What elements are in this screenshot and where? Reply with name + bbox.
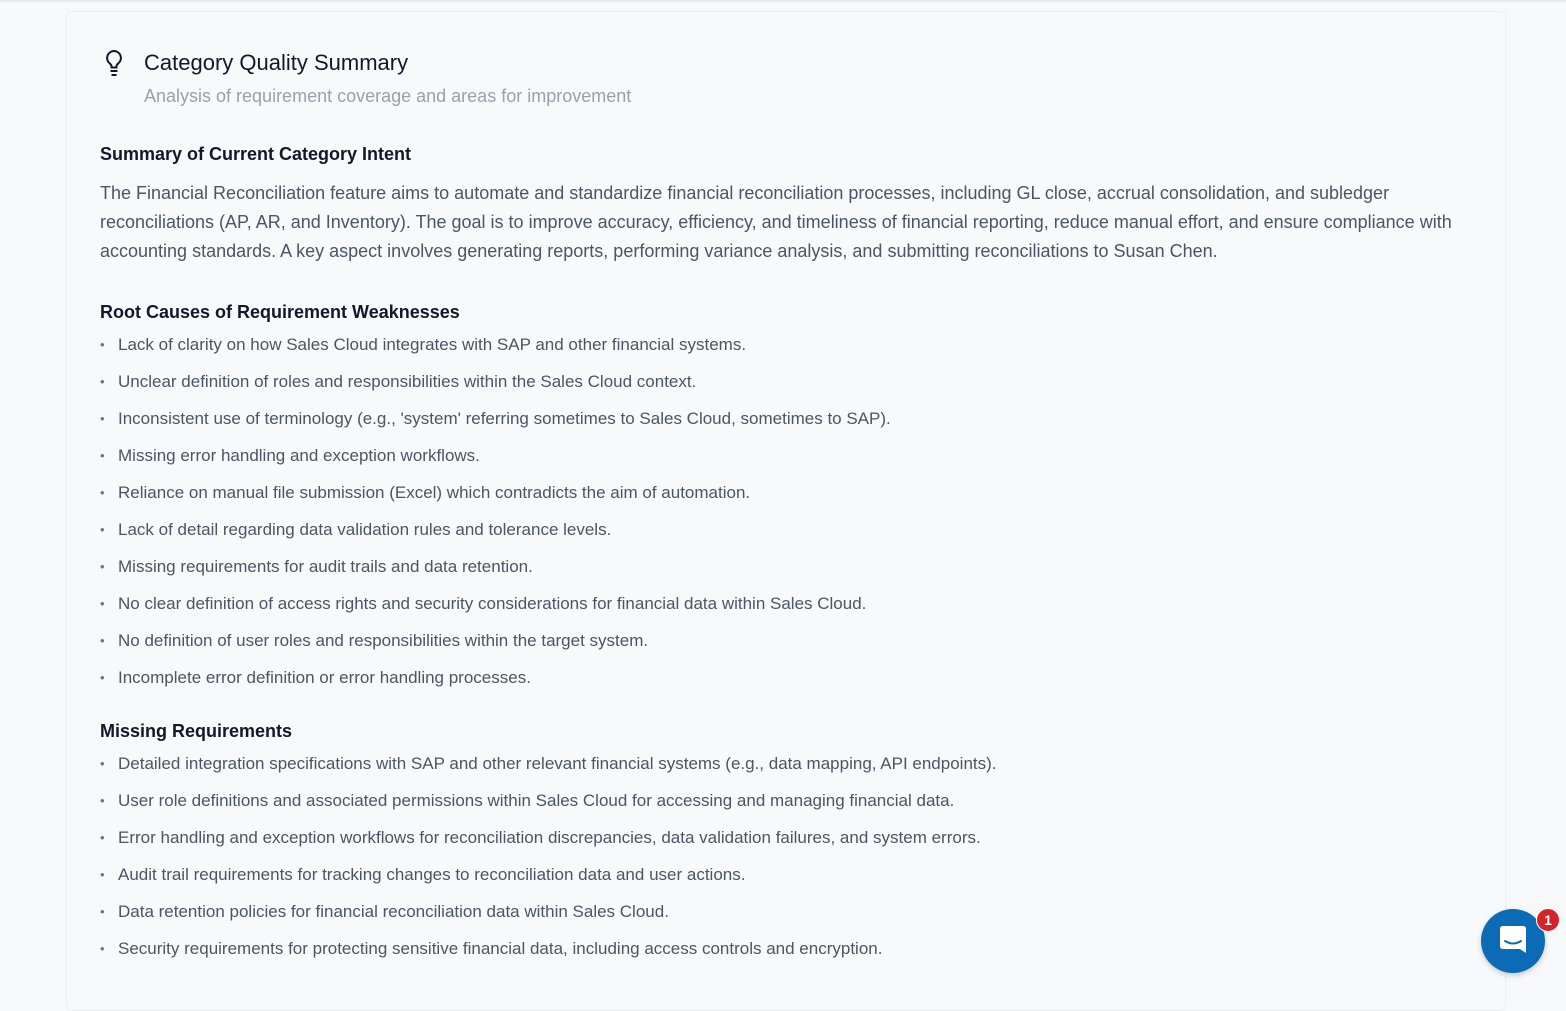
category-quality-summary-card bbox=[66, 11, 1506, 1011]
list-item: • Error handling and exception workflows for reconciliation discrepancies, data validation failures, and system errors. bbox=[100, 828, 1480, 848]
section-heading: Missing Requirements bbox=[100, 721, 293, 741]
list-item: • No clear definition of access rights and security considerations for financial data within Sales Cloud. bbox=[100, 594, 1480, 614]
page-title: Category Quality Summary bbox=[144, 50, 409, 75]
root-causes-section bbox=[100, 302, 1480, 688]
list-item: • Missing requirements for audit trails and data retention. bbox=[100, 557, 1480, 577]
list-item: • Inconsistent use of terminology (e.g., 'system' referring sometimes to Sales Cloud, sometimes to SAP). bbox=[100, 409, 1480, 429]
list-item: • Detailed integration specifications with SAP and other relevant financial systems (e.g., data mapping, API endpoints). bbox=[100, 754, 1480, 774]
section-heading: Summary of Current Category Intent bbox=[100, 144, 412, 164]
list-item: • Missing error handling and exception workflows. bbox=[100, 446, 1480, 466]
list-item: • Data retention policies for financial reconciliation data within Sales Cloud. bbox=[100, 902, 1480, 922]
list-item: • Security requirements for protecting sensitive financial data, including access controls and encryption. bbox=[100, 939, 1480, 959]
missing-requirements-list bbox=[100, 754, 1480, 959]
notification-badge: 1 bbox=[1536, 908, 1560, 932]
list-item: • Lack of detail regarding data validation rules and tolerance levels. bbox=[100, 520, 1480, 540]
intent-paragraph: The Financial Reconciliation feature aims to automate and standardize financial reconciliation processes, including GL close, accrual consolidation, and subledger reconciliations (AP, AR, and Inventory). The goal is to improve accuracy, efficiency, and timeliness of financial reporting, reduce manual effort, and ensure compliance with accounting standards. A key aspect involves generating reports, performing variance analysis, and submitting reconciliations to Susan Chen. bbox=[100, 183, 1452, 261]
root-causes-list bbox=[100, 335, 1480, 688]
list-item: • Reliance on manual file submission (Excel) which contradicts the aim of automation. bbox=[100, 483, 1480, 503]
page-subtitle: Analysis of requirement coverage and areas for improvement bbox=[144, 86, 632, 106]
list-item: • Audit trail requirements for tracking changes to reconciliation data and user actions. bbox=[100, 865, 1480, 885]
list-item: • No definition of user roles and responsibilities within the target system. bbox=[100, 631, 1480, 651]
lightbulb-icon bbox=[103, 48, 125, 78]
list-item: • Unclear definition of roles and responsibilities within the Sales Cloud context. bbox=[100, 372, 1480, 392]
list-item: • Incomplete error definition or error handling processes. bbox=[100, 668, 1480, 688]
summary-content bbox=[100, 144, 1480, 976]
top-divider bbox=[0, 0, 1566, 2]
missing-requirements-section bbox=[100, 721, 1480, 959]
intent-section bbox=[100, 144, 1480, 266]
section-heading: Root Causes of Requirement Weaknesses bbox=[100, 302, 460, 322]
list-item: • Lack of clarity on how Sales Cloud integrates with SAP and other financial systems. bbox=[100, 335, 1480, 355]
list-item: • User role definitions and associated permissions within Sales Cloud for accessing and managing financial data. bbox=[100, 791, 1480, 811]
